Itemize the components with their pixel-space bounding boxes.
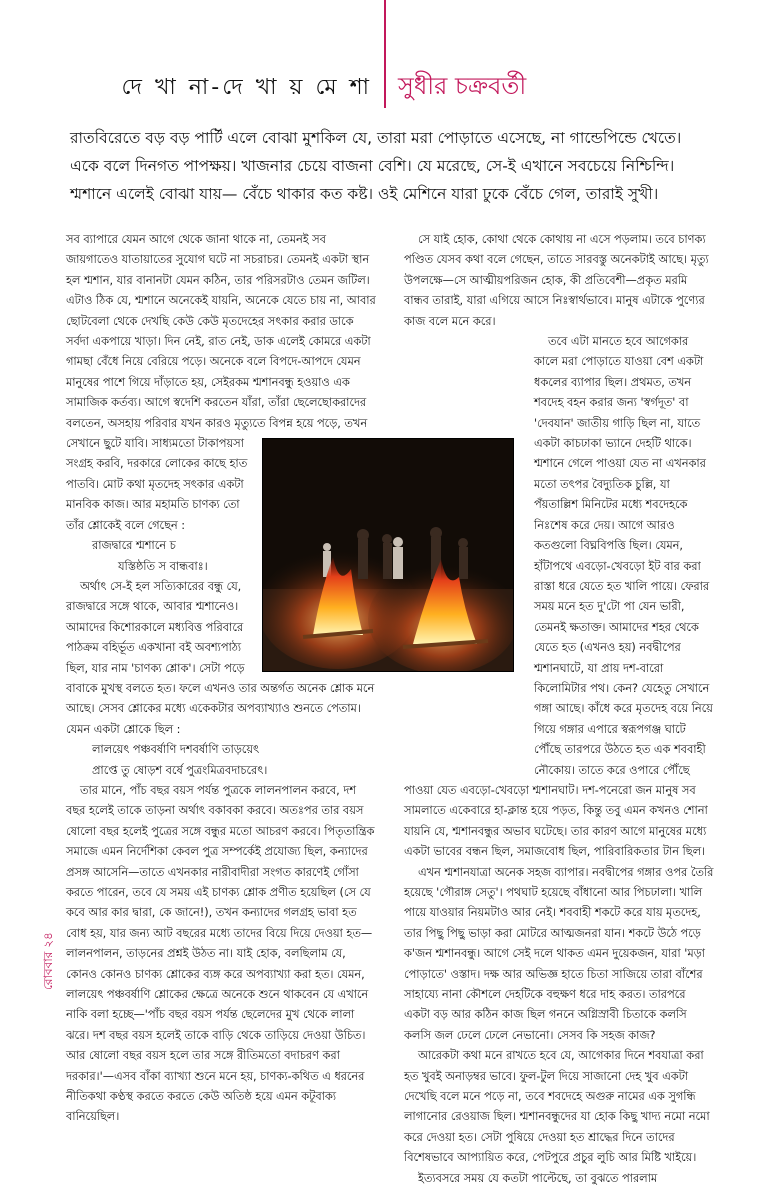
paragraph: সেখানে ছুটে যাবি। সাধ্যমতো টাকাপয়সা সংগ্রহ করবি, দরকারে লোকের কাছে হাত পাতবি। মোট কথা মৃতদেহ সৎকার একটা মানবিক কাজ। আর মহামতি চাণক্য তো তাঁর শ্লোকেই বলে গেছেন :	[66, 437, 248, 532]
author-name: সুধীর চক্রবর্তী	[398, 72, 527, 100]
column-title: দে খা না-দে খা য় মে শা	[121, 75, 372, 100]
cremation-fire-photo	[262, 438, 514, 672]
intro-line: একে বলে দিনগত পাপক্ষয়। খাজনার চেয়ে বাজনা বেশি। যে মরেছে, সে-ই এখানে সবচেয়ে নিশ্চিন্দি।	[70, 157, 675, 175]
intro-line: শ্মশানে এলেই বোঝা যায়— বেঁচে থাকার কত কষ্ট। ওই মেশিনে যারা ঢুকে বেঁচে গেল, তারাই সুখী।	[70, 185, 659, 203]
paragraph: সব ব্যাপারে যেমন আগে থেকে জানা থাকে না, তেমনই সব জায়গাতেও যাতায়াতের সুযোগ ঘটে না সচরাচর। তেমনই একটা স্থান হল শ্মশান, যার বানানটা যেমন কঠিন, তার পরিসরটাও তেমন জটিল। এটাও ঠিক যে, শ্মশানে অনেকেই যায়নি, অনেকে যেতে চায় না, আবার ছোটবেলা থেকে দেখছি কেউ কেউ মৃতদেহের সৎকার করার ডাকে সর্বদা একপায়ে খাড়া। দিন নেই, রাত নেই, ডাক এলেই কোমরে একটা গামছা বেঁধে নিয়ে বেরিয়ে পড়ে। অনেকে বলে বিপদে-আপদে যেমন মানুষের পাশে গিয়ে দাঁড়াতে হয়, সেইরকম শ্মশানবন্ধু হওয়াও এক সামাজিক কর্তব্য। আগে স্বদেশি করতেন যাঁরা, তাঁরা ছেলেছোকরাদের বলতেন, অসহায় পরিবার যখন কারও মৃত্যুতে বিপন্ন হয়ে পড়ে, তখন	[66, 233, 376, 430]
paragraph: সে যাই হোক, কোথা থেকে কোথায় না এসে পড়লাম। তবে চাণক্য পণ্ডিত যেসব কথা বলে গেছেন, তাতে সারবস্তু অনেকটাই আছে। মৃত্যু উপলক্ষে—সে আত্মীয়পরিজন হোক, কী প্রতিবেশী—প্রকৃত মরমি বান্ধব তারাই, যারা এগিয়ে আসে নিঃস্বার্থভাবে। মানুষ এটাকে পুণ্যের কাজ বলে মনে করে।	[404, 233, 709, 328]
paragraph: এখন শ্মশানযাত্রা অনেক সহজ ব্যাপার। নবদ্বীপের গঙ্গার ওপর তৈরি হয়েছে 'গৌরাঙ্গ সেতু'। পথঘাট হয়েছে বাঁধানো আর পিচঢালা। খালি পায়ে যাওয়ার নিয়মটাও আর নেই। শববাহী শকটে করে যায় মৃতদেহ, তার পিছু পিছু ভাড়া করা মোটরে আত্মজনরা যান। শকটে উঠে পড়ে ক'জন শ্মশানবন্ধু। আগে সেই দলে থাকত এমন দুয়েকজন, যারা 'মড়া পোড়াতে' ওস্তাদ। দক্ষ আর অভিজ্ঞ হাতে চিতা সাজিয়ে তারা বাঁশের সাহায্যে নানা কৌশলে দেহটিকে বহুক্ষণ ধরে দাহ করত। তারপরে একটা বড় আর কঠিন কাজ ছিল গননে অগ্নিস্রাবী চিতাকে কলসি কলসি জল ঢেলে ঢেলে নেভানো। সেসব কি সহজ কাজ?	[404, 865, 714, 1042]
right-column	[404, 230, 714, 1189]
paragraph: ইত্যবসরে সময় যে কতটা পাল্টেছে, তা বুঝতে পারলাম	[418, 1171, 658, 1185]
paragraph: আরেকটা কথা মনে রাখতে হবে যে, আগেকার দিনে শবযাত্রা করা হত খুবই অনাড়ম্বর ভাবে। ফুল-টুল দিয়ে সাজানো দেহ খুব একটা দেখেছি বলে মনে পড়ে না, তবে শবদেহে অগুরু নামের এক সুগন্ধি লাগানোর রেওয়াজ ছিল। শ্মশানবন্ধুদের যা হোক কিছু খাদ্য নমো নমো করে দেওয়া হত। সেটা পুষিয়ে দেওয়া হত শ্রাদ্ধের দিনে তাদের বিশেষভাবে আপ্যায়িত করে, পেটপুরে প্রচুর লুচি আর মিষ্টি খাইয়ে।	[404, 1049, 710, 1165]
left-column	[66, 230, 378, 1128]
verse-line: রাজদ্বারে শ্মশানে চ	[92, 539, 176, 553]
header-divider	[384, 0, 386, 108]
verse-line: লালয়েৎ পঞ্চবর্ষাণি দশবর্ষাণি তাড়য়েৎ	[92, 743, 260, 757]
intro-line: রাতবিরেতে বড় বড় পার্টি এলে বোঝা মুশকিল যে, তারা মরা পোড়াতে এসেছে, না গান্ডেপিন্ডে খেতে।	[70, 129, 682, 147]
verse-line: যস্তিষ্ঠতি স বান্ধবাঃ।	[118, 559, 208, 573]
paragraph: তবে এটা মানতে হবে আগেকার কালে মরা পোড়াতে যাওয়া বেশ একটা ধকলের ব্যাপার ছিল। প্রথমত, তখন শবদেহ বহন করার জন্য 'স্বর্গদূত' বা 'দেবযান' জাতীয় গাড়ি ছিল না, যাতে একটা কাচঢাকা ভ্যানে দেহটি থাকে। শ্মশানে গেলে পাওয়া যেত না এখনকার মতো তৎপর বৈদ্যুতিক চুল্লি, যা পঁয়তাল্লিশ মিনিটের মধ্যে শবদেহকে নিঃশেষ করে দেয়। আগে আরও কতগুলো বিঘ্নবিপত্তি ছিল। যেমন, হাঁটাপথে এবড়ো-খেবড়ো ইট বার করা রাস্তা ধরে যেতে হত খালি পায়ে। ফেরার সময় মনে হত দু'টো পা যেন ভারী, তেমনই ক্ষতাক্ত। আমাদের শহর থেকে যেতে হত (এখনও হয়) নবদ্বীপের শ্মশানঘাটে, যা প্রায় দশ-বারো কিলোমিটার পথ। কেন? যেহেতু সেখানে গঙ্গা আছে। কাঁধে করে মৃতদেহ বয়ে নিয়ে গিয়ে গঙ্গার এপারে স্বরূপগঞ্জ ঘাটে পৌঁছে তারপরে উঠতে হত এক শববাহী নৌকোয়। তাতে করে ওপারে পৌঁছে পাওয়া যেত এবড়ো-খেবড়ো শ্মশানঘাট। দশ-পনেরো জন মানুষ সব সামলাতে একেবারে হা-ক্লান্ত হয়ে পড়ত, কিন্তু তবু এমন কখনও শোনা যায়নি যে, শ্মশানবন্ধুর অভাব ঘটেছে। তার কারণ আগে মানুষের মধ্যে একটা ভাবের বন্ধন ছিল, সমাজবোধ ছিল, পারিবারিকতার টান ছিল।	[404, 335, 713, 859]
paragraph: তার মানে, পাঁচ বছর বয়স পর্যন্ত পুত্রকে লালনপালন করবে, দশ বছর হলেই তাকে তাড়না অর্থাৎ বকাবকা করবে। অতঃপর তার বয়স ষোলো বছর হলেই পুত্রের সঙ্গে বন্ধুর মতো আচরণ করবে। পিতৃতান্ত্রিক সমাজে এমন নির্দেশিকা কেবল পুত্র সম্পর্কেই প্রযোজ্য ছিল, কন্যাদের প্রসঙ্গ আসেনি—তাতে এখনকার নারীবাদীরা সংগত কারণেই গোঁসা করতে পারেন, তবে যে সময় এই চাণক্য শ্লোক প্রণীত হয়েছিল (সে যে কবে আর কার দ্বারা, কে জানে!), তখন কন্যাদের গলগ্রহ ভাবা হত বোধ হয়, যার জন্য আট বছরের মধ্যে তাদের বিয়ে দিয়ে দেওয়া হত—লালনপালন, তাড়নের প্রশ্নই উঠত না। যাই হোক, বলছিলাম যে, কোনও কোনও চাণক্য শ্লোকের ব্যঙ্গ করে অপব্যাখ্যা করা হত। যেমন, লালয়েৎ পঞ্চবর্ষাণি শ্লোকের ক্ষেত্রে অনেকে শুনে থাকবেন যে এখানে নাকি বলা হচ্ছে—'পাঁচ বছর বয়স পর্যন্ত ছেলেদের মুখ থেকে লালা ঝরে। দশ বছর বয়স হলেই তাকে বাড়ি থেকে তাড়িয়ে দেওয়া উচিত। আর ষোলো বছর বয়স হলে তার সঙ্গে রীতিমতো বদাচরণ করা দরকার।'—এসব বাঁকা ব্যাখ্যা শুনে মনে হয়, চাণক্য-কথিত এ ধরনের নীতিকথা কণ্ঠস্থ করতে করতে কেউ অতিষ্ঠ হয়ে এমন কটূবাক্য বানিয়েছিল।	[66, 783, 375, 1124]
verse-line: প্রাপ্তে তু ষোড়শ বর্ষে পুত্রংমিত্রবদাচরেৎ।	[92, 763, 268, 777]
intro-blurb	[70, 124, 710, 208]
page-folio: রোববার ২৪	[41, 932, 55, 990]
paragraph: অর্থাৎ সে-ই হল সত্যিকারের বন্ধু যে, রাজদ্বারে সঙ্গে থাকে, আবার শ্মশানেও। আমাদের কিশোরকালে মধ্যবিত্ত পরিবারে পাঠক্রম বহির্ভূত একখানা বই অবশ্যপাঠ্য ছিল, যার নাম 'চাণক্য শ্লোক'। সেটা পড়ে বাবাকে মুখস্থ বলতে হত। ফলে এখনও তার অন্তর্গত অনেক শ্লোক মনে আছে। সেসব শ্লোকের মধ্যে একেকটার অপব্যাখ্যাও শুনতে পেতাম। যেমন একটা শ্লোকে ছিল :	[66, 579, 375, 736]
